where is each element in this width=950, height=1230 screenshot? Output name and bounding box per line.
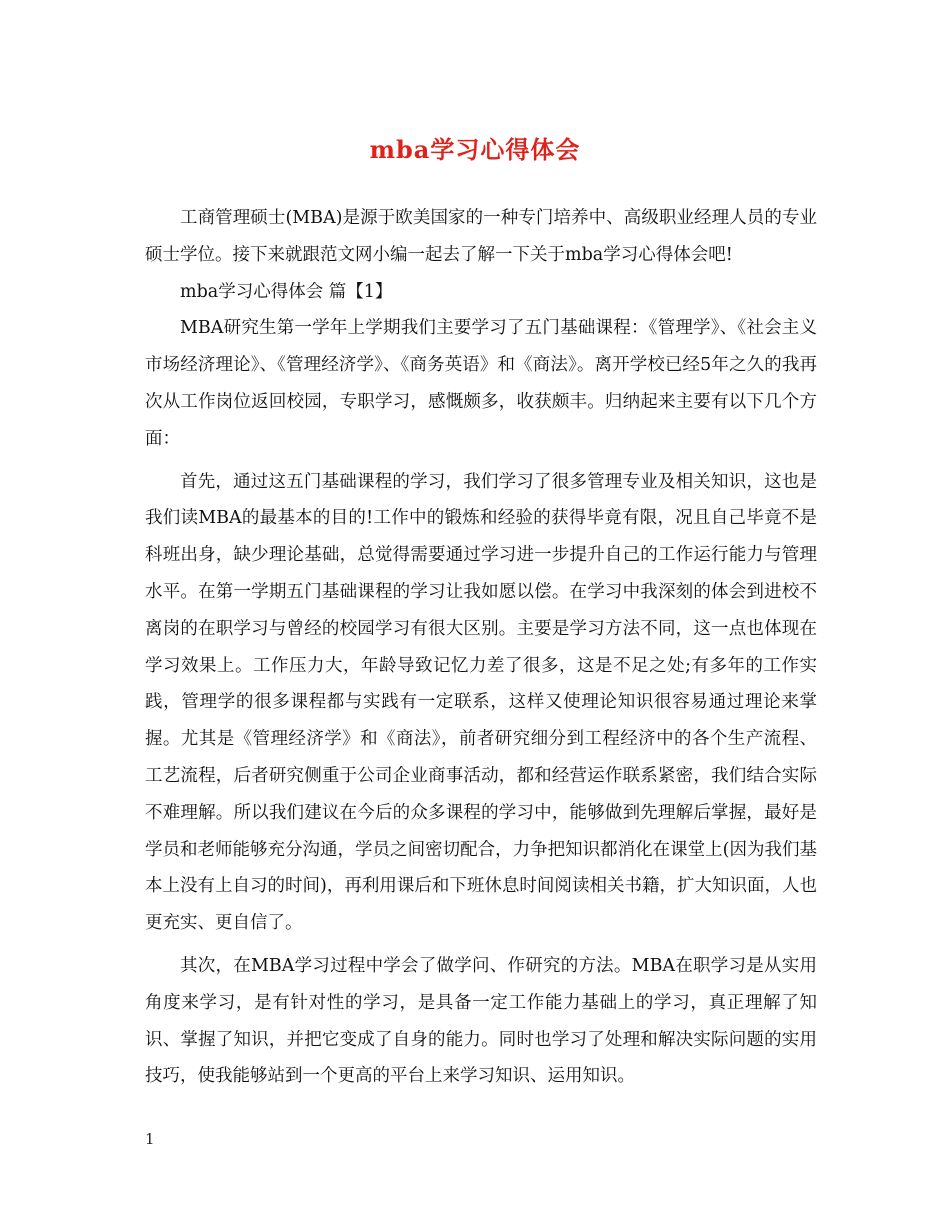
paragraph-overview: MBA研究生第一学年上学期我们主要学习了五门基础课程：《管理学》、《社会主义市场经济理论》、《管理经济学》、《商务英语》和《商法》。离开学校已经5年之久的我再次从工作岗位返回校园，专职学习，感慨颇多，收获颇丰。归纳起来主要有以下几个方面： [145,318,817,449]
document-title: mba学习心得体会 [369,135,581,164]
document-body [145,200,817,1095]
page-number: 1 [145,1130,155,1148]
paragraph-first-point: 首先，通过这五门基础课程的学习，我们学习了很多管理专业及相关知识，这也是我们读MBA的最基本的目的!工作中的锻炼和经验的获得毕竟有限，况且自己毕竟不是科班出身，缺少理论基础，总觉得需要通过学习进一步提升自己的工作运行能力与管理水平。在第一学期五门基础课程的学习让我如愿以偿。在学习中我深刻的体会到进校不离岗的在职学习与曾经的校园学习有很大区别。主要是学习方法不同，这一点也体现在学习效果上。工作压力大，年龄导致记忆力差了很多，这是不足之处;有多年的工作实践，管理学的很多课程都与实践有一定联系，这样又使理论知识很容易通过理论来掌握。尤其是《管理经济学》和《商法》，前者研究细分到工程经济中的各个生产流程、工艺流程，后者研究侧重于公司企业商事活动，都和经营运作联系紧密，我们结合实际不难理解。所以我们建议在今后的众多课程的学习中，能够做到先理解后掌握，最好是学员和老师能够充分沟通，学员之间密切配合，力争把知识都消化在课堂上(因为我们基本上没有上自习的时间)，再利用课后和下班休息时间阅读相关书籍，扩大知识面，人也更充实、更自信了。 [145,471,817,934]
paragraph-section-heading: mba学习心得体会 篇【1】 [180,281,393,302]
paragraph-second-point: 其次，在MBA学习过程中学会了做学问、作研究的方法。MBA在职学习是从实用角度来学习，是有针对性的学习，是具备一定工作能力基础上的学习，真正理解了知识、掌握了知识，并把它变成了自身的能力。同时也学习了处理和解决实际问题的实用技巧，使我能够站到一个更高的平台上来学习知识、运用知识。 [145,955,817,1087]
paragraph-intro: 工商管理硕士(MBA)是源于欧美国家的一种专门培养中、高级职业经理人员的专业硕士学位。接下来就跟范文网小编一起去了解一下关于mba学习心得体会吧! [145,208,817,265]
